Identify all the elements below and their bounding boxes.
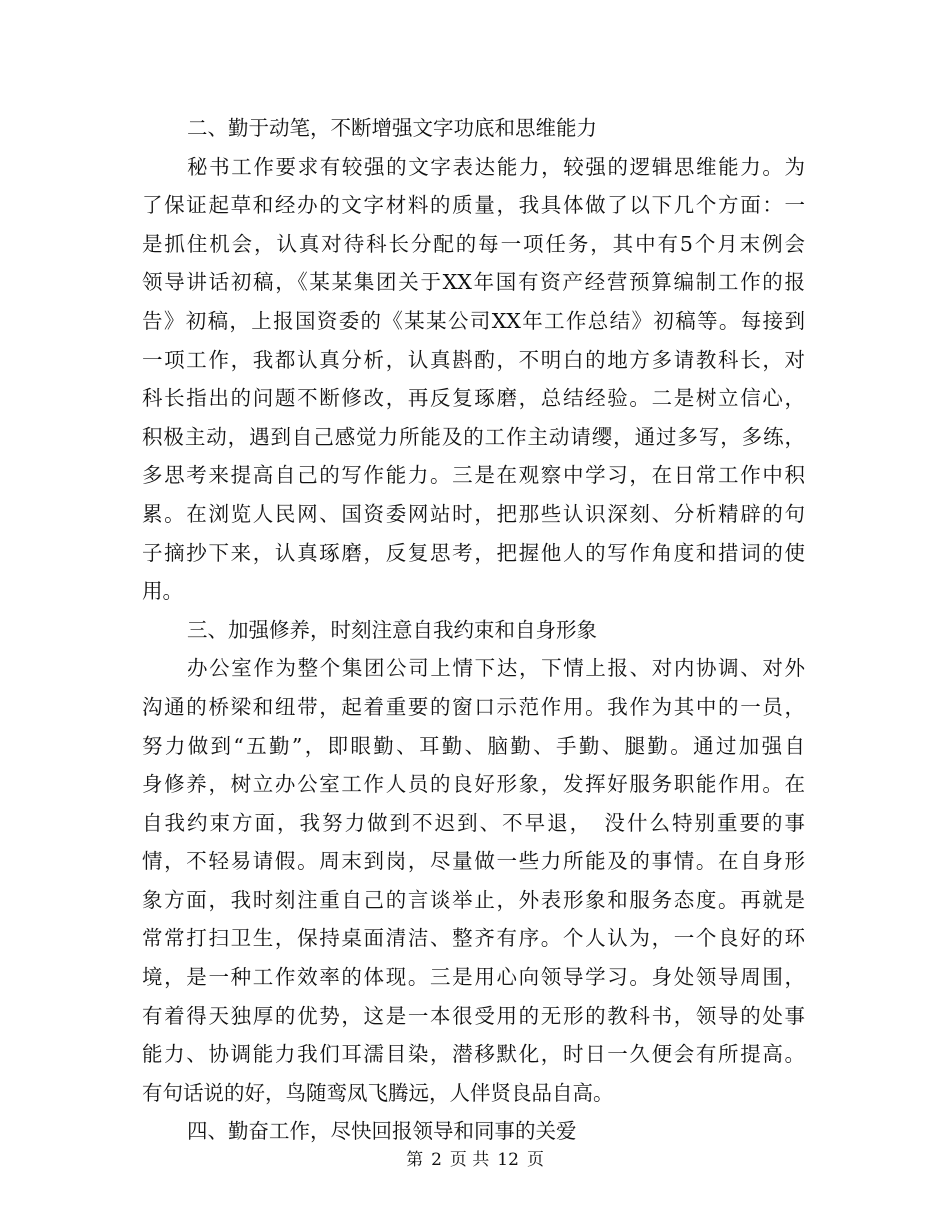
paragraph-line: 秘书工作要求有较强的文字表达能力，较强的逻辑思维能力。为 xyxy=(187,154,805,179)
footer-page-total: 12 xyxy=(497,1150,519,1170)
section-heading: 二、勤于动笔，不断增强文字功底和思维能力 xyxy=(187,116,597,140)
paragraph-line: 一项工作，我都认真分析，认真斟酌，不明白的地方多请教科长，对 xyxy=(142,347,805,372)
section-heading: 四、勤奋工作，尽快回报领导和同事的关爱 xyxy=(187,1119,577,1144)
paragraph-line: 多思考来提高自己的写作能力。三是在观察中学习，在日常工作中积 xyxy=(142,463,805,488)
paragraph-line: 能力、协调能力我们耳濡目染，潜移默化，时日一久便会有所提高。 xyxy=(142,1042,805,1067)
footer-page-number: 2 xyxy=(431,1150,442,1170)
paragraph-line: 办公室作为整个集团公司上情下达，下情上报、对内协调、对外 xyxy=(187,656,805,681)
paragraph-line: 领导讲话初稿，《某某集团关于XX年国有资产经营预算编制工作的报 xyxy=(142,270,805,295)
paragraph-line: 是抓住机会，认真对待科长分配的每一项任务，其中有5个月末例会 xyxy=(142,231,805,256)
paragraph-line: 告》初稿，上报国资委的《某某公司XX年工作总结》初稿等。每接到 xyxy=(142,308,805,333)
paragraph-line: 象方面，我时刻注重自己的言谈举止，外表形象和服务态度。再就是 xyxy=(142,887,805,912)
footer-suffix: 页 xyxy=(526,1150,544,1170)
paragraph-line: 有句话说的好，鸟随鸾凤飞腾远，人伴贤良品自高。 xyxy=(142,1080,614,1105)
paragraph-line: 自我约束方面，我努力做到不迟到、不早退， 没什么特别重要的事 xyxy=(142,810,805,835)
section-heading: 三、加强修养，时刻注意自我约束和自身形象 xyxy=(187,617,597,642)
footer-prefix: 第 xyxy=(406,1150,424,1170)
paragraph-line: 有着得天独厚的优势，这是一本很受用的无形的教科书，领导的处事 xyxy=(142,1003,805,1028)
paragraph-line: 子摘抄下来，认真琢磨，反复思考，把握他人的写作角度和措词的使 xyxy=(142,540,805,565)
paragraph-line: 沟通的桥梁和纽带，起着重要的窗口示范作用。我作为其中的一员， xyxy=(142,694,805,719)
page-footer xyxy=(0,1148,950,1172)
paragraph-line: 了保证起草和经办的文字材料的质量，我具体做了以下几个方面：一 xyxy=(142,193,805,218)
paragraph-line: 累。在浏览人民网、国资委网站时，把那些认识深刻、分析精辟的句 xyxy=(142,501,805,526)
paragraph-line: 用。 xyxy=(142,579,183,604)
paragraph-line: 积极主动，遇到自己感觉力所能及的工作主动请缨，通过多写，多练， xyxy=(142,424,805,449)
document-body xyxy=(142,109,805,1151)
paragraph-line: 身修养，树立办公室工作人员的良好形象，发挥好服务职能作用。在 xyxy=(142,772,805,797)
paragraph-line: 科长指出的问题不断修改，再反复琢磨，总结经验。二是树立信心， xyxy=(142,386,805,411)
paragraph-line: 努力做到“五勤”，即眼勤、耳勤、脑勤、手勤、腿勤。通过加强自 xyxy=(142,733,805,758)
paragraph-line: 境，是一种工作效率的体现。三是用心向领导学习。身处领导周围， xyxy=(142,965,805,990)
footer-mid: 页 共 xyxy=(449,1150,490,1170)
paragraph-line: 情，不轻易请假。周末到岗，尽量做一些力所能及的事情。在自身形 xyxy=(142,849,805,874)
paragraph-line: 常常打扫卫生，保持桌面清洁、整齐有序。个人认为，一个良好的环 xyxy=(142,926,805,951)
